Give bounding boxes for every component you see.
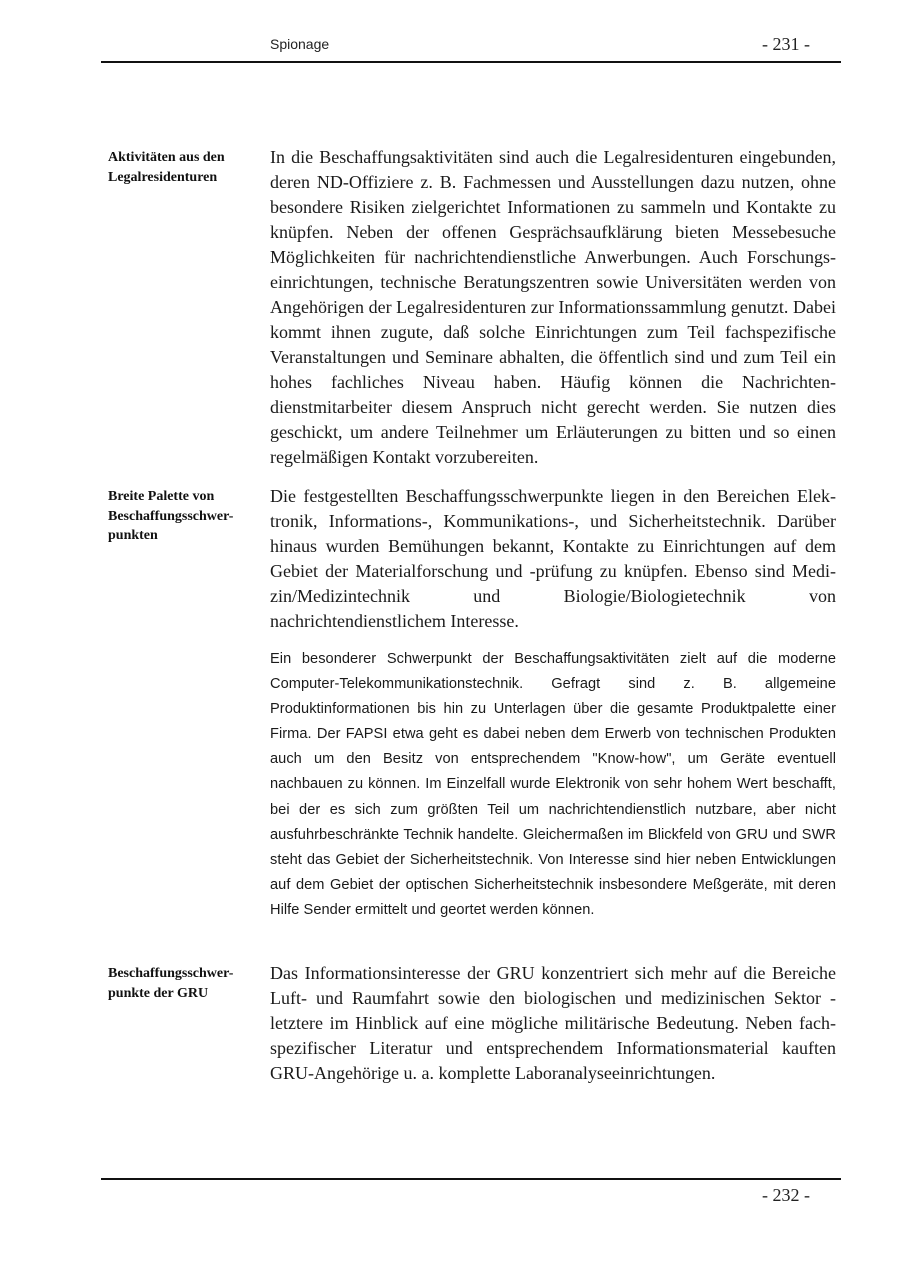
footer-rule <box>101 1178 841 1180</box>
paragraph-palette: Die festgestellten Beschaffungsschwerpunkte liegen in den Bereichen Elektronik, Informations-, Kommunikations-, und Sicherheitstechnik. Darüber hinaus wurden Bemühungen bekannt, Kontakte zu Einrichtungen auf dem Gebiet der Materialforschung und -prüfung zu knüpfen. Ebenso sind Medizin/Medizintechnik und Biologie/Biologietechnik von nachrichtendienstlichem Interesse. <box>270 486 836 631</box>
paragraph-legalresidenturen: In die Beschaffungsaktivitäten sind auch die Legalresidenturen eingebunden, deren ND-Offiziere z. B. Fachmessen und Ausstellungen dazu nutzen, ohne besondere Risiken zielgerichtet Informationen zu sammeln und Kontakte zu knüpfen. Neben der offenen Gesprächsaufklärung bieten Messebesuche Möglichkeiten für nachrichtendienstliche Anwerbungen. Auch Forschungseinrichtungen, technische Beratungszentren sowie Universitäten werden von Angehörigen der Legalresidenturen zur Informationssammlung genutzt. Dabei kommt ihnen zugute, daß solche Einrichtungen zum Teil fachspezifische Veranstaltungen und Seminare abhalten, die öffentlich sind und zum Teil ein hohes fachliches Niveau haben. Häufig können die Nachrichtendienstmitarbeiter diesem Anspruch nicht gerecht werden. Sie nutzen dies geschickt, um andere Teilnehmer um Erläuterungen zu bitten und so einen regelmäßigen Kontakt vorzubereiten. <box>270 147 836 467</box>
margin-note-palette: Breite Palette von Beschaffungsschwer-punkten <box>108 489 234 543</box>
header-page-number: - 231 - <box>762 34 810 54</box>
margin-note-legalresidenturen: Aktivitäten aus den Legalresidenturen <box>108 150 225 185</box>
header-rule <box>101 61 841 63</box>
footer-page-number: - 232 - <box>762 1185 810 1205</box>
paragraph-gru: Das Informationsinteresse der GRU konzentriert sich mehr auf die Bereiche Luft- und Raumfahrt sowie den biologischen und medizinischen Sektor - letztere im Hinblick auf eine mögliche militärische Bedeutung. Neben fachspezifischer Literatur und entsprechendem Informationsmaterial kauften GRU-Angehörige u. a. komplette Laboranalyseeinrichtungen. <box>270 963 836 1083</box>
margin-note-gru: Beschaffungsschwer-punkte der GRU <box>108 966 234 1001</box>
paragraph-computer-telekommunikation: Ein besonderer Schwerpunkt der Beschaffungsaktivitäten zielt auf die moderne Computer-Telekommunikationstechnik. Gefragt sind z. B. allgemeine Produktinformationen bis hin zu Unterlagen über die gesamte Produktpalette einer Firma. Der FAPSI etwa geht es dabei neben dem Erwerb von technischen Produkten auch um den Besitz von entsprechendem "Know-how", um Geräte eventuell nachbauen zu können. Im Einzelfall wurde Elektronik von sehr hohem Wert beschafft, bei der es sich zum größten Teil um nachrichtendienstlich nutzbare, aber nicht ausfuhrbeschränkte Technik handelte. Gleichermaßen im Blickfeld von GRU und SWR steht das Gebiet der Sicherheitstechnik. Von Interesse sind hier neben Entwicklungen auf dem Gebiet der optischen Sicherheitstechnik insbesondere Meßgeräte, mit deren Hilfe Sender ermittelt und geortet werden können. <box>270 651 836 918</box>
running-title: Spionage <box>270 36 330 52</box>
